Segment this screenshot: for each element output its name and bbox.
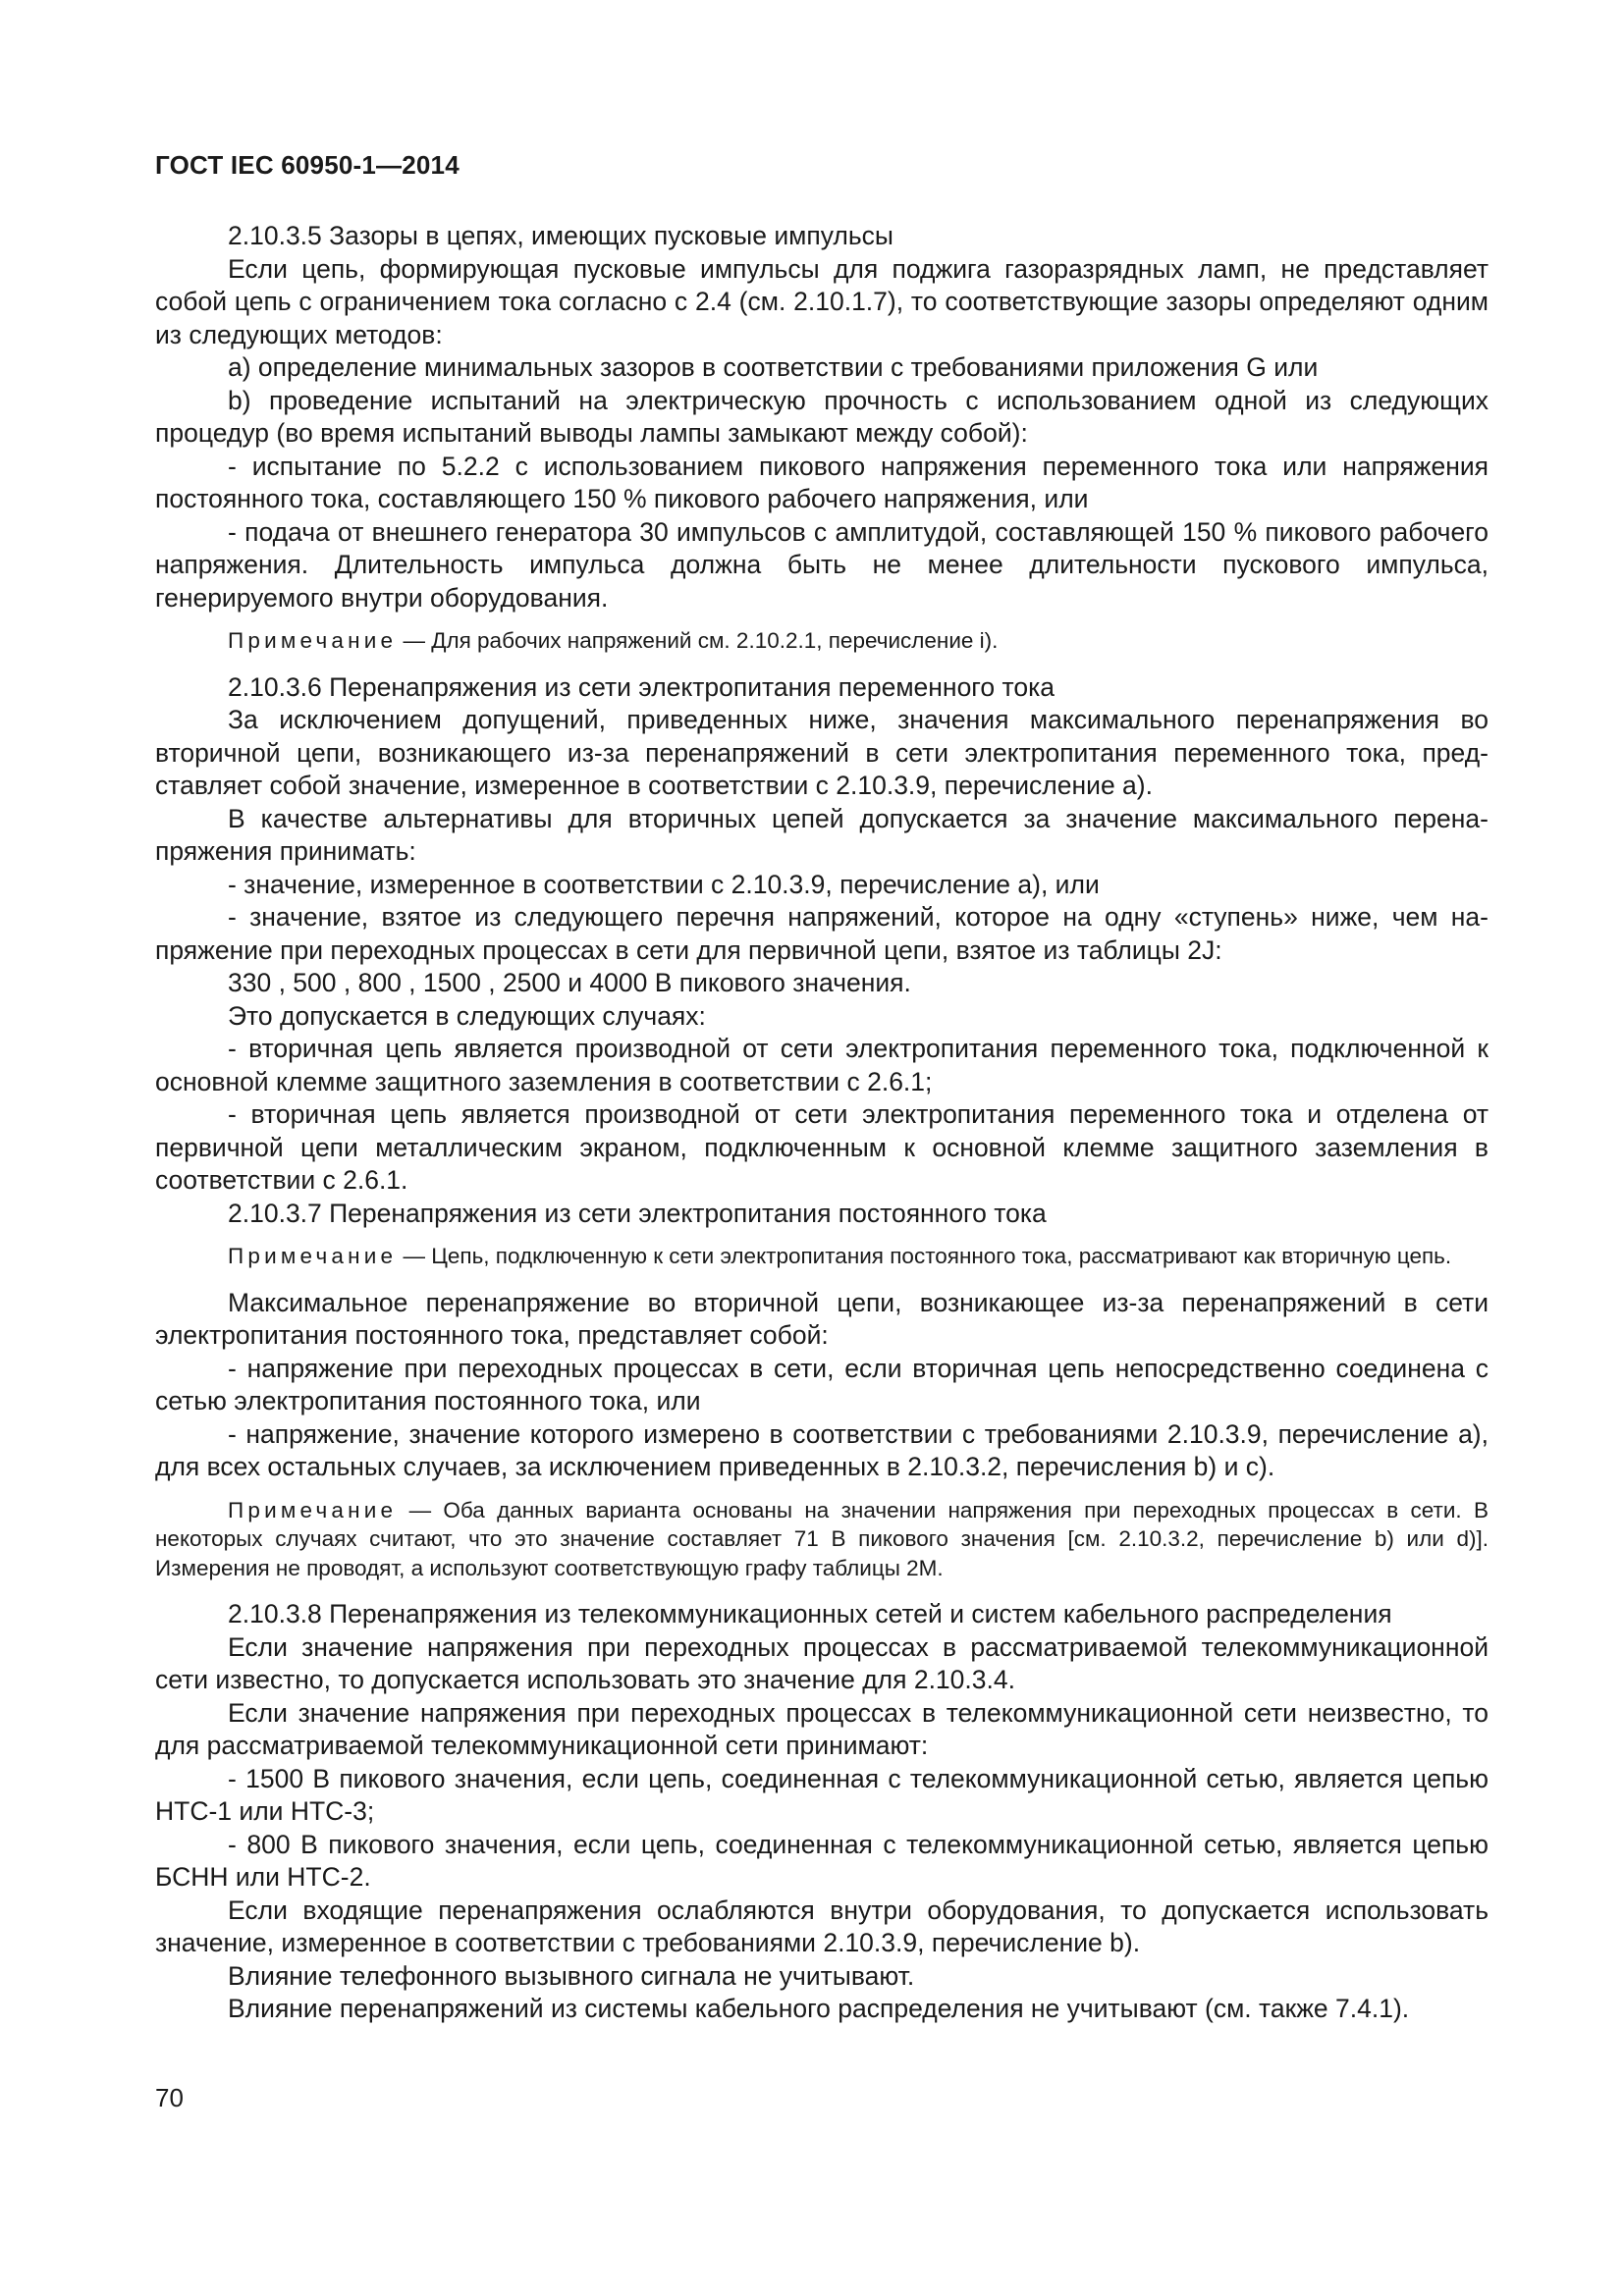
note-label: Примечание bbox=[228, 1497, 398, 1522]
body-paragraph: - значение, взятое из следующего перечня напряжений, которое на одну «ступень» ниже, чем напряжение при переходных процессах в сети для первичной цепи, взятое из таблицы 2J: bbox=[155, 902, 1489, 965]
body-paragraph: Если значение напряжения при переходных процессах в рассматриваемой телекоммуникационной сети известно, то допускается использовать это значение для 2.10.3.4. bbox=[155, 1631, 1489, 1694]
body-paragraph: Если входящие перенапряжения ослабляются внутри оборудования, то допускается использовать значение, измеренное в соответствии с требованиями 2.10.3.9, перечисление b). bbox=[155, 1895, 1489, 1957]
note-text: — Оба данных варианта основаны на значении напряжения при переходных процессах в сети. В некоторых случаях считают, что это значение составляет 71 В пикового значения [см. 2.10.3.2, перечисление b) или d)]. Измерения не проводят, а используют соответствующую графу таблицы 2М. bbox=[155, 1497, 1489, 1580]
note-text: — Цепь, подключенную к сети электропитания постоянного тока, рассматривают как вторичную цепь. bbox=[397, 1244, 1452, 1268]
body-paragraph: - испытание по 5.2.2 с использованием пикового напряжения переменного тока или напряжения постоянного тока, составляющего 150 % пикового рабочего напряжения, или bbox=[155, 451, 1489, 513]
note-paragraph bbox=[155, 1242, 1489, 1271]
body-paragraph: - подача от внешнего генератора 30 импульсов с амплитудой, составляющей 150 % пикового рабочего напряжения. Длительность импульса должна быть не менее длительности пускового импульса, генерируемого внутри оборудования. bbox=[155, 516, 1489, 613]
note-paragraph bbox=[155, 626, 1489, 656]
body-paragraph: Максимальное перенапряжение во вторичной цепи, возникающее из-за перенапряжений в сети электропитания постоянного тока, представляет собой: bbox=[155, 1287, 1489, 1350]
page-content bbox=[155, 220, 1489, 2026]
body-paragraph: 2.10.3.8 Перенапряжения из телекоммуникационных сетей и систем кабельного распределения bbox=[228, 1599, 1392, 1629]
spacer bbox=[155, 1484, 1489, 1496]
body-paragraph: - напряжение, значение которого измерено в соответствии с требованиями 2.10.3.9, перечисление а), для всех остальных случаев, за исключением приведенных в 2.10.3.2, перечисления b) и с). bbox=[155, 1418, 1489, 1481]
body-paragraph: - вторичная цепь является производной от сети электропитания переменного тока и отделена от первичной цепи металлическим экраном, подключенным к основной клемме защитного заземления в соответствии с 2.6.1. bbox=[155, 1099, 1489, 1195]
note-text: — Для рабочих напряжений см. 2.10.2.1, перечисление i). bbox=[397, 628, 999, 653]
body-paragraph: Это допускается в следующих случаях: bbox=[228, 1000, 706, 1031]
spacer bbox=[155, 1582, 1489, 1598]
body-paragraph: а) определение минимальных зазоров в соответствии с требованиями приложения G или bbox=[228, 352, 1319, 382]
spacer bbox=[155, 1230, 1489, 1242]
body-paragraph: - значение, измеренное в соответствии с 2.10.3.9, перечисление а), или bbox=[228, 869, 1100, 899]
body-paragraph: В качестве альтернативы для вторичных цепей допускается за значение максимального перенапряжения принимать: bbox=[155, 803, 1489, 866]
document-header: ГОСТ IEC 60950-1—2014 bbox=[155, 150, 460, 180]
note-paragraph bbox=[155, 1496, 1489, 1583]
body-paragraph: b) проведение испытаний на электрическую прочность с использованием одной из следующих процедур (во время испытаний выводы лампы замыкают между собой): bbox=[155, 385, 1489, 448]
body-paragraph: 2.10.3.5 Зазоры в цепях, имеющих пусковые импульсы bbox=[228, 221, 893, 250]
body-paragraph: Если значение напряжения при переходных процессах в телекоммуникационной сети неизвестно, то для рассматриваемой телекоммуникационной сети принимают: bbox=[155, 1697, 1489, 1760]
body-paragraph: - 1500 В пикового значения, если цепь, соединенная с телекоммуникационной сетью, является цепью НТС-1 или НТС-3; bbox=[155, 1763, 1489, 1826]
page-number: 70 bbox=[155, 2083, 184, 2112]
note-label: Примечание bbox=[228, 628, 398, 653]
body-paragraph: - вторичная цепь является производной от сети электропитания переменного тока, подключенной к основной клемме защитного заземления в соответствии с 2.6.1; bbox=[155, 1034, 1489, 1096]
spacer bbox=[155, 614, 1489, 626]
body-paragraph: - напряжение при переходных процессах в сети, если вторичная цепь непосредственно соединена с сетью электропитания постоянного тока, или bbox=[155, 1353, 1489, 1415]
body-paragraph: 2.10.3.7 Перенапряжения из сети электропитания постоянного тока bbox=[228, 1198, 1047, 1228]
spacer bbox=[155, 656, 1489, 671]
body-paragraph: Влияние перенапряжений из системы кабельного распределения не учитывают (см. также 7.4.1). bbox=[228, 1994, 1410, 2023]
body-paragraph: Если цепь, формирующая пусковые импульсы для поджига газоразрядных ламп, не представляет собой цепь с ограничением тока согласно с 2.4 (см. 2.10.1.7), то соответствующие зазоры определяют одним из следующих методов: bbox=[155, 253, 1489, 349]
note-label: Примечание bbox=[228, 1244, 398, 1268]
spacer bbox=[155, 1271, 1489, 1287]
body-paragraph: 330 , 500 , 800 , 1500 , 2500 и 4000 В пикового значения. bbox=[228, 968, 911, 997]
body-paragraph: Влияние телефонного вызывного сигнала не учитывают. bbox=[228, 1960, 915, 1991]
body-paragraph: - 800 В пикового значения, если цепь, соединенная с телекоммуникационной сетью, является цепью БСНН или НТС-2. bbox=[155, 1829, 1489, 1892]
body-paragraph: За исключением допущений, приведенных ниже, значения максимального перенапряжения во вторичной цепи, возникающего из-за перенапряжений в сети электропитания переменного тока, представляет собой значение, измеренное в соответствии с 2.10.3.9, перечисление а). bbox=[155, 705, 1489, 800]
body-paragraph: 2.10.3.6 Перенапряжения из сети электропитания переменного тока bbox=[228, 671, 1055, 702]
